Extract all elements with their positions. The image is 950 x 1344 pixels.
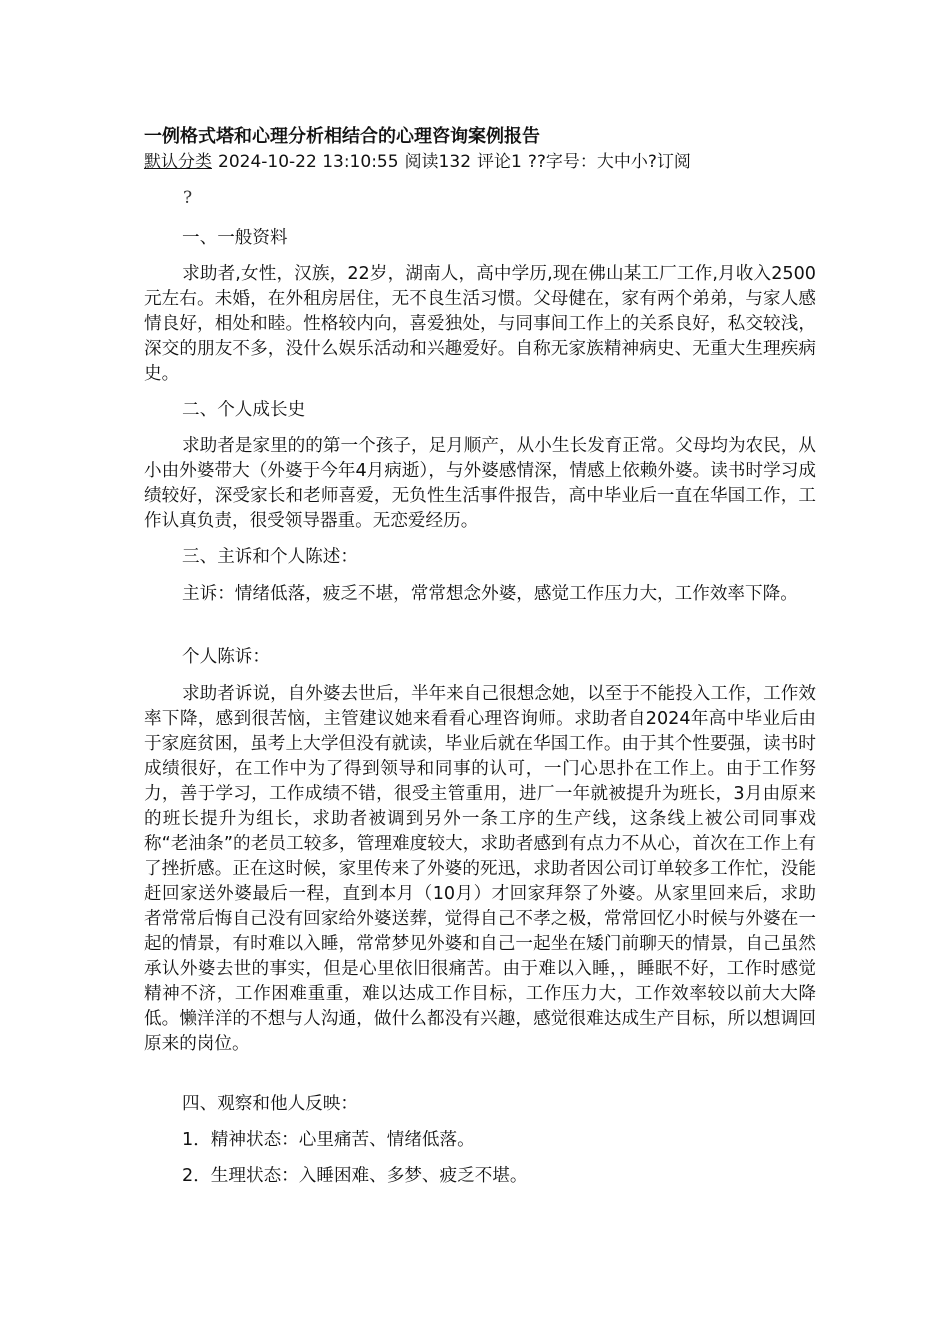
font-size-subscribe-controls[interactable]: ??字号：大中小?订阅 bbox=[527, 152, 691, 172]
category-link[interactable]: 默认分类 bbox=[144, 152, 212, 172]
article-title: 一例格式塔和心理分析相结合的心理咨询案例报告 bbox=[144, 126, 540, 147]
article-meta bbox=[144, 151, 844, 173]
personal-statement-paragraph bbox=[144, 682, 816, 1057]
personal-statement-heading: 个人陈诉： bbox=[182, 647, 270, 667]
observation-item-physical: 2．生理状态：入睡困难、多梦、疲乏不堪。 bbox=[182, 1166, 528, 1186]
personal-statement-text: 求助者诉说，自外婆去世后，半年来自己很想念她，以至于不能投入工作，工作效率下降，感到很苦恼，主管建议她来看看心理咨询师。求助者自2024年高中毕业后由于家庭贫困，虽考上大学但没有就读，毕业后就在华国工作。由于其个性要强，读书时成绩很好，在工作中为了得到领导和同事的认可，一门心思扑在工作上。由于工作努力，善于学习，工作成绩不错，很受主管重用，进厂一年就被提升为班长，3月由原来的班长提升为组长，求助者被调到另外一条工序的生产线，这条线上被公司同事戏称“老油条”的老员工较多，管理难度较大，求助者感到有点力不从心，首次在工作上有了挫折感。正在这时候，家里传来了外婆的死迅，求助者因公司订单较多工作忙，没能赶回家送外婆最后一程，直到本月（10月）才回家拜祭了外婆。从家里回来后，求助者常常后悔自己没有回家给外婆送葬，觉得自己不孝之极，常常回忆小时候与外婆在一起的情景，有时难以入睡，常常梦见外婆和自己一起坐在矮门前聊天的情景，自己虽然承认外婆去世的事实，但是心里依旧很痛苦。由于难以入睡，，睡眠不好，工作时感觉精神不济，工作困难重重，难以达成工作目标，工作压力大，工作效率较以前大大降低。懒洋洋的不想与人沟通，做什么都没有兴趣，感觉很难达成生产目标，所以想调回原来的岗位。 bbox=[144, 684, 816, 1054]
section-heading-observation: 四、观察和他人反映： bbox=[182, 1094, 358, 1114]
comment-count[interactable]: 评论1 bbox=[477, 152, 522, 172]
observation-item-mental: 1．精神状态：心里痛苦、情绪低落。 bbox=[182, 1130, 475, 1150]
complaint-paragraph bbox=[144, 582, 816, 607]
complaint-text: 主诉：情绪低落，疲乏不堪，常常想念外婆，感觉工作压力大，工作效率下降。 bbox=[182, 584, 798, 604]
growth-history-paragraph bbox=[144, 434, 816, 534]
section-heading-general-info: 一、一般资料 bbox=[182, 228, 288, 248]
section-heading-complaint: 三、主诉和个人陈述： bbox=[182, 547, 358, 567]
growth-history-text: 求助者是家里的的第一个孩子，足月顺产，从小生长发育正常。父母均为农民，从小由外婆带大（外婆于今年4月病逝），与外婆感情深，情感上依赖外婆。读书时学习成绩较好，深受家长和老师喜爱，无负性生活事件报告，高中毕业后一直在华国工作，工作认真负责，很受领导器重。无恋爱经历。 bbox=[144, 436, 816, 531]
post-datetime: 2024-10-22 13:10:55 bbox=[218, 152, 399, 172]
section-heading-growth-history: 二、个人成长史 bbox=[182, 400, 306, 420]
stray-question-mark: ? bbox=[183, 188, 193, 208]
read-count: 阅读132 bbox=[404, 152, 472, 172]
general-info-text: 求助者,女性，汉族，22岁，湖南人，高中学历,现在佛山某工厂工作,月收入2500元左右。未婚，在外租房居住，无不良生活习惯。父母健在，家有两个弟弟，与家人感情良好，相处和睦。性格较内向，喜爱独处，与同事间工作上的关系良好，私交较浅，深交的朋友不多，没什么娱乐活动和兴趣爱好。自称无家族精神病史、无重大生理疾病史。 bbox=[144, 264, 816, 384]
general-info-paragraph bbox=[144, 262, 816, 387]
